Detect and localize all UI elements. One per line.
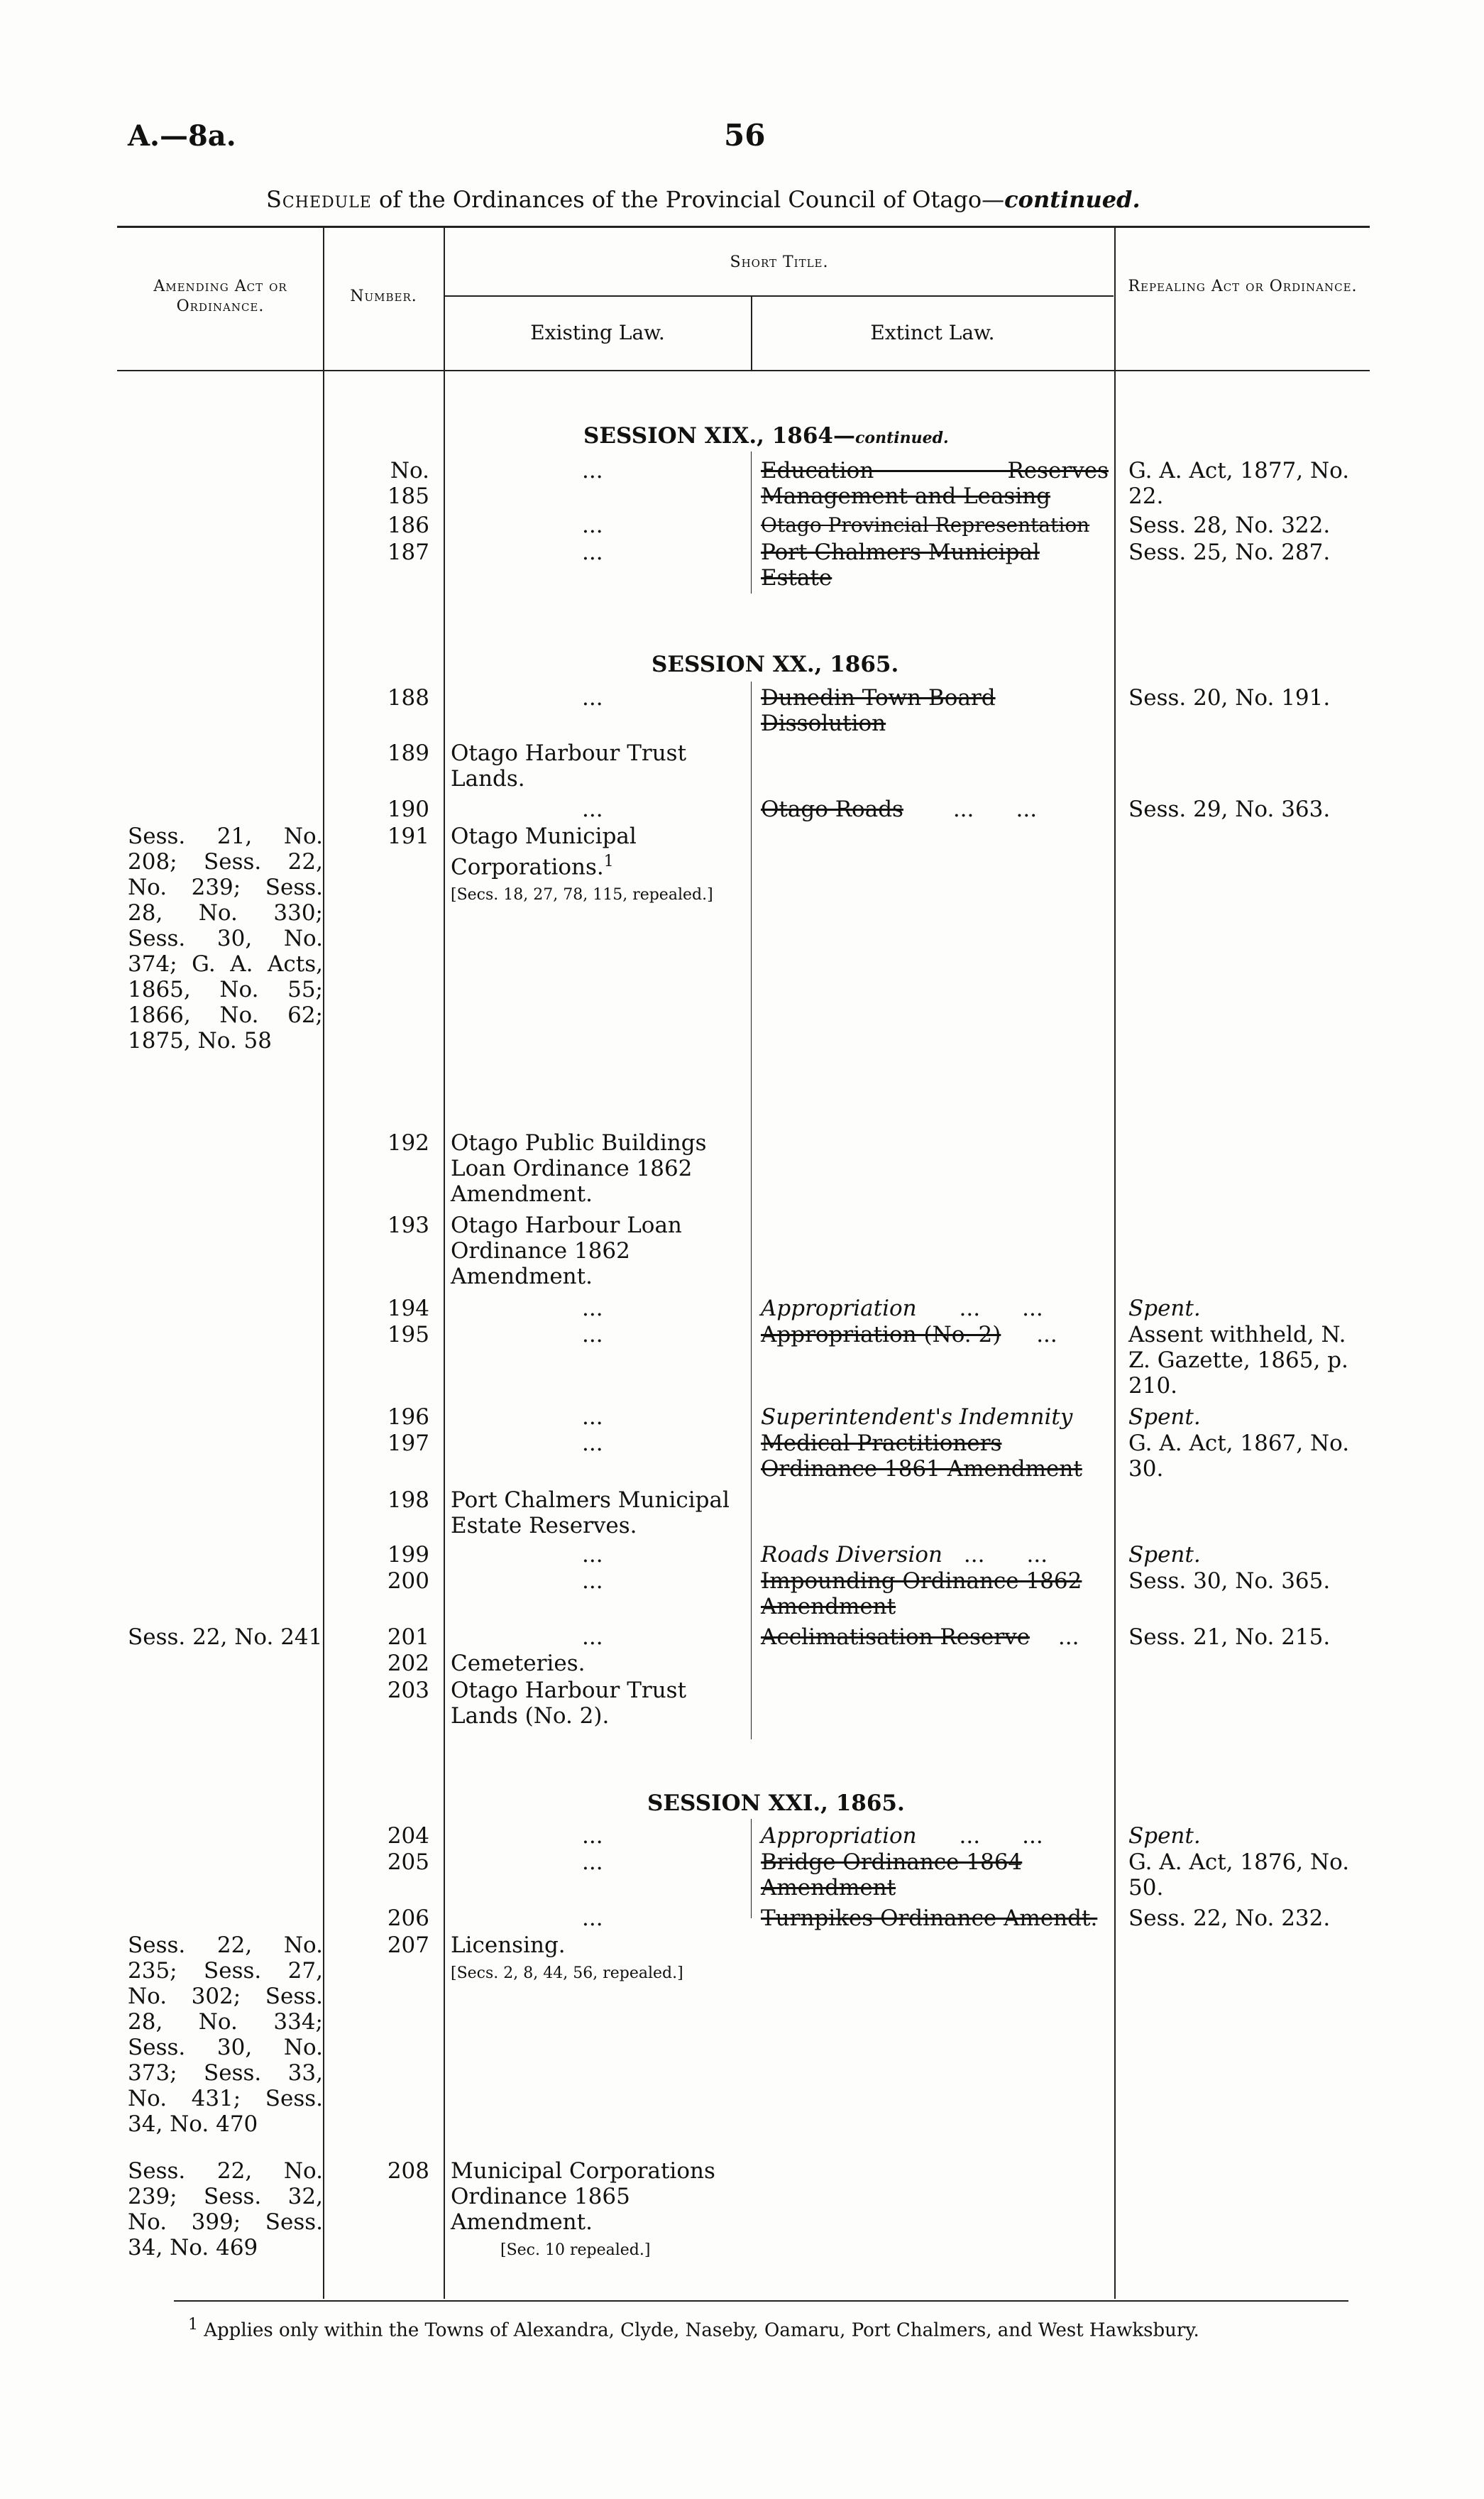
leader-dots: ...: [1057, 1624, 1079, 1650]
existing-law-title: Municipal Corporations Ordinance 1865 Amendment.: [451, 2158, 715, 2235]
row-number: 189: [387, 740, 429, 766]
existing-ellipsis: ...: [582, 1905, 603, 1931]
existing-law-title: Otago Public Buildings Loan Ordinance 1862 Amendment.: [451, 1130, 707, 1207]
page-number: 56: [724, 118, 766, 153]
extinct-law-title: Acclimatisation Reserve: [761, 1624, 1030, 1650]
existing-law-cell: [451, 2158, 742, 2263]
short-title-divider: [445, 295, 1114, 297]
existing-ellipsis: ...: [582, 1624, 603, 1650]
header-amending: Amending Act or Ordinance.: [153, 278, 287, 315]
repealing-act: [1128, 1542, 1363, 1568]
caption-prefix: Schedule: [266, 186, 372, 213]
extinct-law-cell: [761, 1624, 1109, 1650]
extinct-law-title: Appropriation: [761, 1823, 917, 1849]
existing-law-title: Otago Municipal Corporations.: [451, 824, 637, 880]
repeal-note: [Sec. 10 repealed.]: [500, 2241, 651, 2259]
row-number: 191: [387, 824, 429, 849]
row-number: 186: [387, 513, 429, 538]
existing-ellipsis: ...: [582, 540, 603, 565]
repeal-note: [Secs. 2, 8, 44, 56, repealed.]: [451, 1964, 683, 1982]
existing-law-cell: [451, 1932, 742, 1986]
existing-ellipsis: ...: [582, 1322, 603, 1347]
table-caption: [266, 186, 1141, 213]
repealing-act: Sess. 20, No. 191.: [1128, 685, 1331, 711]
amending-acts: Sess. 22, No. 235; Sess. 27, No. 302; Sess. 28, No. 334; Sess. 30, No. 373; Sess. 33, No. 431; Sess. 34, No. 470: [128, 1932, 323, 2137]
row-number: 190: [387, 797, 429, 822]
repealing-act: Sess. 22, No. 232.: [1128, 1905, 1331, 1931]
header-number: Number.: [350, 288, 417, 305]
column-rule-4: [1114, 227, 1116, 2299]
repealing-act: Sess. 21, No. 215.: [1128, 1624, 1331, 1650]
footnote: [188, 2316, 1199, 2341]
row-number: 206: [387, 1905, 429, 1931]
header-bottom-rule: [117, 370, 1370, 371]
footnote-ref: 1: [603, 853, 614, 870]
row-number: 188: [387, 685, 429, 711]
leader-dots: ... ...: [959, 1296, 1043, 1321]
header-repealing: Repealing Act or Ordinance.: [1128, 278, 1358, 295]
extinct-law-title: Roads Diversion: [761, 1542, 942, 1568]
session-heading-xx: SESSION XX., 1865.: [652, 652, 899, 677]
repealing-act: Assent withheld, N. Z. Gazette, 1865, p. 210.: [1128, 1322, 1348, 1399]
extinct-law-title: Turnpikes Ordinance Amendt.: [761, 1905, 1098, 1931]
existing-ellipsis: ...: [582, 1568, 603, 1594]
footnote-rule: [174, 2300, 1348, 2302]
existing-law-title: Otago Harbour Trust Lands.: [451, 740, 687, 792]
column-rule-1: [323, 227, 324, 2299]
existing-law-title: Port Chalmers Municipal Estate Reserves.: [451, 1487, 730, 1538]
leader-dots: ... ...: [959, 1823, 1043, 1849]
amending-acts: Sess. 21, No. 208; Sess. 22, No. 239; Sess. 28, No. 330; Sess. 30, No. 374; G. A. Acts, 1865, No. 55; 1866, No. 62; 1875, No. 58: [128, 824, 323, 1054]
repealing-act: Sess. 30, No. 365.: [1128, 1568, 1331, 1594]
extinct-law-title: Otago Roads: [761, 797, 903, 822]
existing-ellipsis: ...: [582, 1542, 603, 1568]
existing-ellipsis: ...: [582, 1404, 603, 1430]
repealing-act: [1128, 1404, 1363, 1430]
extinct-rule-s20: [751, 682, 752, 1739]
row-number: 193: [387, 1213, 429, 1238]
row-number: 198: [387, 1487, 429, 1513]
extinct-law-title: Education Reserves Management and Leasing: [761, 458, 1109, 509]
row-number: 197: [387, 1431, 429, 1456]
leader-dots: ... ...: [963, 1542, 1048, 1568]
repealing-act-text: Spent.: [1128, 1823, 1201, 1849]
extinct-law-cell: [761, 1322, 1109, 1347]
extinct-law-title: Medical Practitioners Ordinance 1861 Amendment: [761, 1431, 1082, 1482]
repealing-act: G. A. Act, 1867, No. 30.: [1128, 1431, 1350, 1482]
extinct-law-title: Superintendent's Indemnity: [761, 1404, 1073, 1430]
extinct-law-title: Bridge Ordinance 1864 Amendment: [761, 1849, 1023, 1901]
row-number: 187: [387, 540, 429, 565]
amending-acts: Sess. 22, No. 239; Sess. 32, No. 399; Sess. 34, No. 469: [128, 2158, 323, 2260]
session-heading-xxi: SESSION XXI., 1865.: [647, 1790, 905, 1816]
header-short-title: Short Title.: [730, 253, 829, 271]
extinct-law-title: Impounding Ordinance 1862 Amendment: [761, 1568, 1082, 1619]
row-number: 205: [387, 1849, 429, 1875]
row-number: 201: [387, 1624, 429, 1650]
extinct-rule-s21: [751, 1819, 752, 1918]
extinct-law-title: Appropriation: [761, 1296, 917, 1321]
session-heading-xix: [583, 423, 949, 449]
repealing-act: Sess. 29, No. 363.: [1128, 797, 1331, 822]
row-number: 195: [387, 1322, 429, 1347]
caption-middle: of the Ordinances of the Provincial Council of Otago—: [371, 186, 1005, 213]
repeal-note: [Secs. 18, 27, 78, 115, repealed.]: [451, 886, 713, 904]
repealing-act-text: Spent.: [1128, 1404, 1201, 1430]
extinct-law-cell: [761, 1823, 1109, 1849]
repealing-act: G. A. Act, 1876, No. 50.: [1128, 1849, 1350, 1901]
header-extinct-law: Extinct Law.: [870, 321, 995, 344]
existing-law-title: Otago Harbour Loan Ordinance 1862 Amendment.: [451, 1213, 682, 1289]
extinct-law-title: Otago Provincial Representation: [761, 513, 1090, 537]
extinct-law-title: Appropriation (No. 2): [761, 1322, 1001, 1347]
column-rule-2: [444, 227, 445, 2299]
row-number: 192: [387, 1130, 429, 1156]
extinct-law-title: Port Chalmers Municipal Estate: [761, 540, 1040, 591]
existing-law-title: Otago Harbour Trust Lands (No. 2).: [451, 1678, 687, 1729]
repealing-act: Sess. 28, No. 322.: [1128, 513, 1331, 538]
row-number: 194: [387, 1296, 429, 1321]
extinct-law-cell: [761, 1542, 1109, 1568]
existing-ellipsis: ...: [582, 513, 603, 538]
repealing-act-text: Spent.: [1128, 1542, 1201, 1568]
session-xix-suffix: continued.: [855, 429, 949, 447]
existing-ellipsis: ...: [582, 685, 603, 711]
caption-suffix: continued.: [1004, 186, 1141, 213]
document-reference: A.—8a.: [128, 119, 236, 153]
existing-law-title: Cemeteries.: [451, 1651, 586, 1676]
repealing-act: [1128, 1823, 1363, 1849]
extinct-law-cell: [761, 1296, 1109, 1321]
existing-ellipsis: ...: [582, 1849, 603, 1875]
leader-dots: ...: [1036, 1322, 1057, 1347]
row-number: 207: [387, 1932, 429, 1958]
row-number: 203: [387, 1678, 429, 1703]
repealing-act-text: Spent.: [1128, 1296, 1201, 1321]
row-number: No. 185: [387, 458, 429, 509]
leader-dots: ... ...: [952, 797, 1038, 822]
extinct-law-cell: [761, 797, 1109, 822]
extinct-rule-s19: [751, 452, 752, 594]
amending-acts: Sess. 22, No. 241: [128, 1624, 323, 1650]
row-number: 200: [387, 1568, 429, 1594]
row-number: 196: [387, 1404, 429, 1430]
existing-ellipsis: ...: [582, 1431, 603, 1456]
existing-ellipsis: ...: [582, 1296, 603, 1321]
row-number: 202: [387, 1651, 429, 1676]
row-number: 204: [387, 1823, 429, 1849]
row-number: 208: [387, 2158, 429, 2184]
header-existing-law: Existing Law.: [530, 321, 665, 344]
existing-law-cell: [451, 824, 742, 908]
session-xix-title: SESSION XIX., 1864—: [583, 423, 856, 449]
existing-ellipsis: ...: [582, 797, 603, 822]
table-top-rule: [117, 226, 1370, 228]
extinct-law-title: Dunedin Town Board Dissolution: [761, 685, 996, 736]
existing-law-title: Licensing.: [451, 1932, 566, 1958]
repealing-act: Sess. 25, No. 287.: [1128, 540, 1331, 565]
repealing-act: G. A. Act, 1877, No. 22.: [1128, 458, 1350, 509]
existing-ellipsis: ...: [582, 1823, 603, 1849]
footnote-text: Applies only within the Towns of Alexandra, Clyde, Naseby, Oamaru, Port Chalmers, and West Hawksbury.: [204, 2319, 1199, 2341]
extinct-law-cell: [761, 1404, 1109, 1430]
repealing-act: [1128, 1296, 1363, 1321]
existing-ellipsis: ...: [582, 458, 603, 483]
footnote-mark: 1: [188, 2316, 198, 2334]
row-number: 199: [387, 1542, 429, 1568]
